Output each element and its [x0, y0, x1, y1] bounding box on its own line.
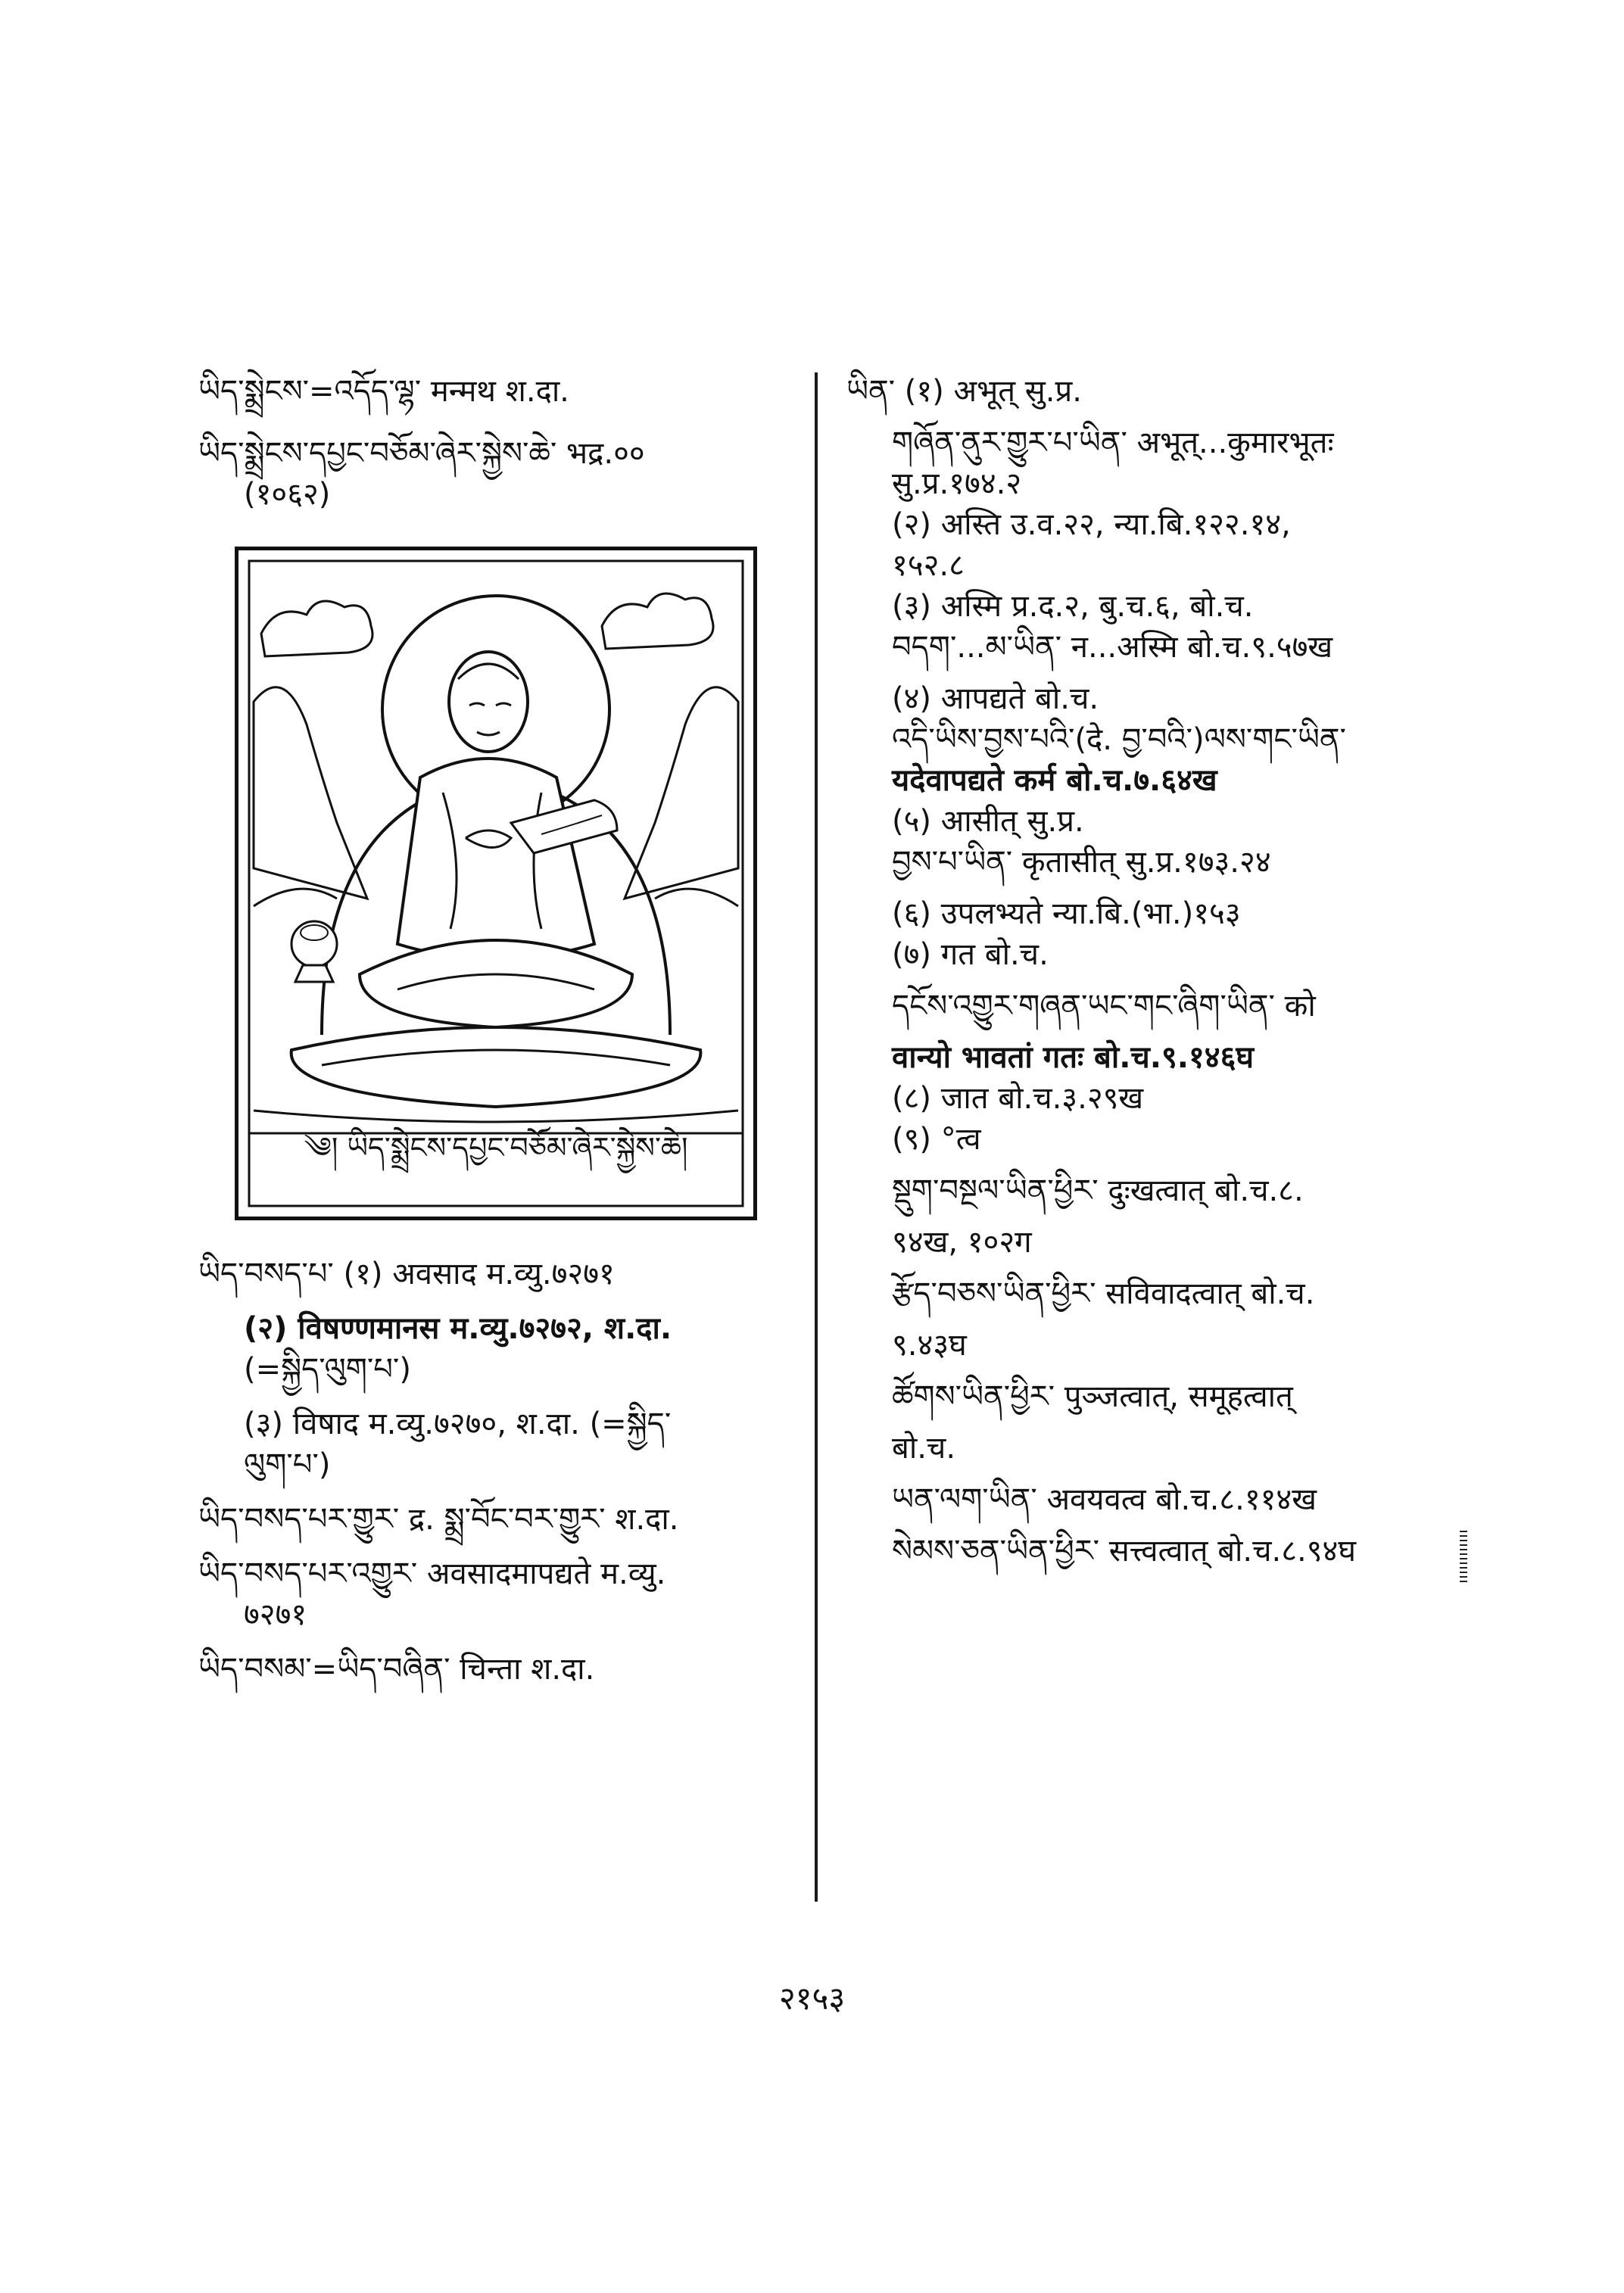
entry-yid-bsad-pa-sense-3-gloss: ལུག་པ་) — [244, 1447, 331, 1482]
entry-yid-bsad-par-agyur-ref: ७२७१ — [244, 1597, 307, 1632]
entry-yin-sense-7-example: དངོས་འགྱུར་གཞན་ཡང་གང་ཞིག་ཡིན་ को — [892, 989, 1316, 1023]
entry-yin-sense-9-example-5: སེམས་ཅན་ཡིན་ཕྱིར་ सत्त्वत्वात् बो.च.८.९४घ — [892, 1534, 1356, 1569]
entry-yid-smrengs-dpyang: ཡིད་སྨྲེངས་དཔྱང་བཅོམ་ཞེར་སྐྱེས་ཆེ་ भद्र.०० — [198, 436, 645, 471]
entry-yin-sense-7: (७) गत बो.च. — [892, 937, 1049, 972]
left-column — [198, 371, 804, 1690]
entry-yin-sense-7-gloss: वान्यो भावतां गतः बो.च.९.१४६घ — [892, 1040, 1255, 1075]
entry-yid-bsad-par-agyur: ཡིད་བསད་པར་འགྱུར་ अवसादमापद्यते म.व्यु. — [198, 1556, 666, 1591]
entry-yin-example-1-ref: सु.प्र.१७४.२ — [892, 466, 1022, 501]
entry-yin-sense-6: (६) उपलभ्यते न्या.बि.(भा.)१५३ — [892, 896, 1241, 931]
entry-yin-sense-4-gloss: यदेवापद्यते कर्म बो.च.७.६४ख — [892, 763, 1217, 798]
entry-yid-smrengs: ཡིད་སྨྲེངས་=འདོད་ལྷ་ मन्मथ श.दा. — [198, 374, 569, 409]
entry-yin-sense-9-example-1: སྡུག་བསྔལ་ཡིན་ཕྱིར་ दुःखत्वात् बो.च.८. — [892, 1173, 1304, 1208]
entry-yid-bsam: ཡིད་བསམ་=ཡིད་བཞིན་ चिन्ता श.दा. — [198, 1652, 595, 1687]
entry-yin-sense-9-example-4: ཡན་ལག་ཡིན་ अवयवत्व बो.च.८.११४ख — [892, 1482, 1317, 1517]
entry-yin-sense-9-example-3-ref: बो.च. — [892, 1431, 956, 1466]
entry-yin-sense-3: (३) अस्मि प्र.द.२, बु.च.६, बो.च. — [892, 589, 1254, 624]
right-column — [846, 371, 1452, 1572]
entry-yin-sense-9-example-2-ref: ९.४३घ — [892, 1328, 967, 1363]
entry-yin-sense-2: (२) अस्ति उ.व.२२, न्या.बि.१२२.१४, — [892, 507, 1291, 542]
entry-yin-sense-9-example-1-ref: ९४ख, १०२ग — [892, 1225, 1032, 1260]
page-number: २१५३ — [778, 1980, 846, 2017]
column-divider — [815, 372, 818, 1902]
deity-woodcut-figure — [235, 547, 757, 1220]
figure-caption: ༄། ཡིད་སྨྲེངས་དཔྱང་བཅོམ་ཞེར་སྐྱེས་ཆེ། — [304, 1131, 688, 1164]
entry-yin-sense-9-example-3: ཚོགས་ཡིན་ཕྱིར་ पुञ्जत्वात्, समूहत्वात् — [892, 1379, 1293, 1414]
entry-yin-sense-5: (५) आसीत् सु.प्र. — [892, 804, 1084, 839]
entry-yin-sense-2-ref: १५२.८ — [892, 548, 965, 583]
entry-yid-bsad-pa-sense-2: (२) विषण्णमानस म.व्यु.७२७२, श.दा. — [244, 1311, 672, 1346]
entry-yin-sense-9: (९) °त्व — [892, 1122, 981, 1157]
entry-reference-number: (१०६२) — [244, 477, 331, 512]
entry-yin-sense-4: (४) आपद्यते बो.च. — [892, 681, 1099, 716]
entry-yin-sense-4-example: འདི་ཡིས་བྱས་པའི་(दे. བྱ་བའི་)ལས་གང་ཡིན་ — [892, 722, 1346, 757]
entry-yid-bsad-par-gyur: ཡིད་བསད་པར་གྱུར་ द्र. སྨྲ་བོང་བར་གྱུར་ श.दा. — [198, 1502, 679, 1537]
entry-yid-bsad-pa-sense-2-gloss: (=སྐྱིད་ལུག་པ་) — [244, 1352, 411, 1387]
entry-yid-bsad-pa: ཡིད་བསད་པ་ (१) अवसाद म.व्यु.७२७१ — [198, 1257, 615, 1291]
margin-mark — [1460, 1531, 1467, 1584]
entry-yid-bsad-pa-sense-3: (३) विषाद म.व्यु.७२७०, श.दा. (=སྐྱིད་ — [244, 1407, 672, 1441]
entry-yin-sense-3-example: བདག་...མ་ཡིན་ न...अस्मि बो.च.९.५७ख — [892, 630, 1333, 665]
entry-yin: ཡིན་ (१) अभूत् सु.प्र. — [846, 374, 1082, 409]
entry-yin-sense-8: (८) जात बो.च.३.२९ख — [892, 1081, 1144, 1116]
entry-yin-sense-5-example: བྱས་པ་ཡིན་ कृतासीत् सु.प्र.१७३.२४ — [892, 845, 1271, 880]
entry-yin-sense-9-example-2: རྩོད་བཅས་ཡིན་ཕྱིར་ सविवादत्वात् बो.च. — [892, 1276, 1315, 1311]
entry-yin-example-1: གཞོན་ནུར་གྱུར་པ་ཡིན་ अभूत्...कुमारभूतः — [892, 425, 1334, 460]
